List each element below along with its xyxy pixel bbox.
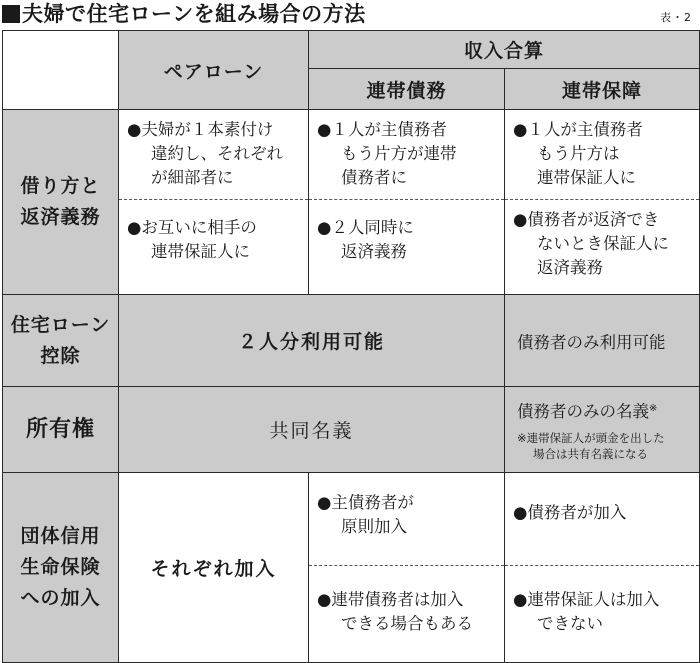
cell-guarantee-borrowing-b: ●債務者が返済でき ないとき保証人に 返済義務 xyxy=(505,200,700,295)
cell-deduction-shared: ２人分利用可能 xyxy=(119,295,505,387)
row-head-insurance: 団体信用 生命保険 への加入 xyxy=(3,473,119,663)
page-title: 夫婦で住宅ローンを組み場合の方法 xyxy=(2,2,366,26)
cell-ownership-shared: 共同名義 xyxy=(119,387,505,473)
cell-deduction-guarantee: 債務者のみ利用可能 xyxy=(505,295,700,387)
header-pair-loan: ペアローン xyxy=(119,31,309,110)
row-head-ownership: 所有権 xyxy=(3,387,119,473)
cell-debt-borrowing-b: ●２人同時に 返済義務 xyxy=(309,200,505,295)
header-income-sum: 収入合算 xyxy=(309,31,700,69)
row-head-deduction: 住宅ローン 控除 xyxy=(3,295,119,387)
header-joint-debt: 連帯債務 xyxy=(309,69,505,110)
row-head-borrowing: 借り方と 返済義務 xyxy=(3,110,119,295)
cell-pair-borrowing-b: ●お互いに相手の 連帯保証人に xyxy=(119,200,309,295)
cell-insurance-guarantee-b: ●連帯保証人は加入 できない xyxy=(505,566,700,663)
comparison-table xyxy=(2,30,700,663)
cell-debt-borrowing-a: ●１人が主債務者 もう片方が連帯 債務者に xyxy=(309,110,505,200)
cell-insurance-pair: それぞれ加入 xyxy=(119,473,309,663)
cell-insurance-guarantee-a: ●債務者が加入 xyxy=(505,473,700,566)
square-bullet-icon xyxy=(2,5,20,23)
cell-insurance-debt-a: ●主債務者が 原則加入 xyxy=(309,473,505,566)
cell-ownership-guarantee: 債務者のみの名義※ ※連帯保証人が頭金を出した 場合は共有名義になる xyxy=(505,387,700,473)
corner-cell xyxy=(3,31,119,110)
cell-insurance-debt-b: ●連帯債務者は加入 できる場合もある xyxy=(309,566,505,663)
cell-pair-borrowing-a: ●夫婦が１本素付け 違約し、それぞれ が細部者に xyxy=(119,110,309,200)
ownership-footnote: ※連帯保証人が頭金を出した 場合は共有名義になる xyxy=(517,430,665,461)
table-label: 表・2 xyxy=(660,11,692,24)
header-joint-guarantee: 連帯保障 xyxy=(505,69,700,110)
cell-guarantee-borrowing-a: ●１人が主債務者 もう片方は 連帯保証人に xyxy=(505,110,700,200)
